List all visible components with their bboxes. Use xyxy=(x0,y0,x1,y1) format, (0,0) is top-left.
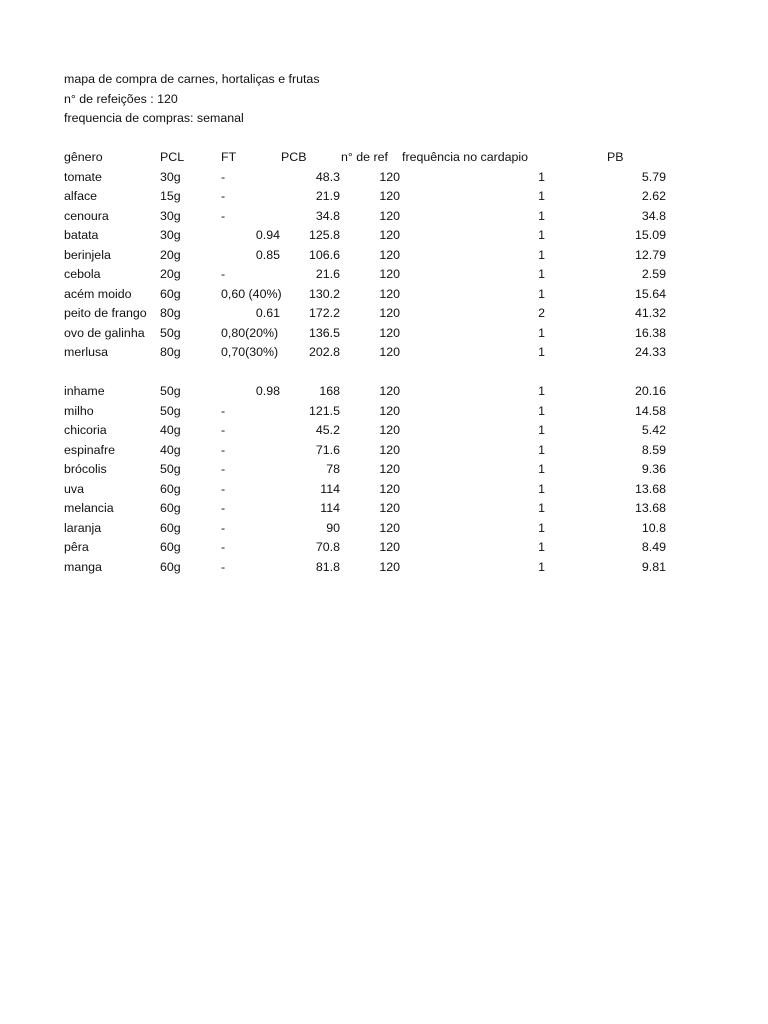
document-sheet xyxy=(64,70,744,577)
cell-nref: 120 xyxy=(379,247,400,262)
cell-genero: acém moido xyxy=(64,286,132,301)
table-row xyxy=(64,265,744,285)
cell-genero: tomate xyxy=(64,169,102,184)
cell-pcl: 20g xyxy=(160,247,181,262)
cell-pcl: 40g xyxy=(160,423,181,437)
cell-frequencia: 1 xyxy=(538,189,545,203)
cell-ft: - xyxy=(221,208,226,223)
table-row xyxy=(64,168,744,188)
cell-pb: 34.8 xyxy=(641,208,666,223)
cell-genero: cenoura xyxy=(64,208,109,223)
table-row xyxy=(64,285,744,305)
cell-genero: ovo de galinha xyxy=(64,325,145,340)
cell-genero: melancia xyxy=(64,501,114,515)
cell-pcb: 172.2 xyxy=(308,306,340,320)
cell-nref: 120 xyxy=(379,325,400,340)
cell-pb: 2.62 xyxy=(641,189,666,203)
cell-pb: 15.09 xyxy=(634,228,666,242)
col-header-pb: PB xyxy=(607,150,624,164)
cell-pcb: 45.2 xyxy=(315,423,340,437)
cell-pcb: 90 xyxy=(326,520,340,535)
cell-pcb: 21.6 xyxy=(315,267,340,281)
cell-pcl: 30g xyxy=(160,169,181,184)
purchase-frequency: frequencia de compras: semanal xyxy=(64,111,244,125)
cell-genero: cebola xyxy=(64,267,101,281)
cell-pb: 13.68 xyxy=(634,501,666,515)
cell-pb: 13.68 xyxy=(634,481,666,496)
cell-ft: - xyxy=(221,520,226,535)
cell-frequencia: 1 xyxy=(538,442,545,457)
cell-pb: 41.32 xyxy=(634,306,666,320)
table-row xyxy=(64,480,744,500)
cell-ft: 0.94 xyxy=(255,228,280,242)
cell-genero: inhame xyxy=(64,384,105,398)
cell-genero: uva xyxy=(64,481,84,496)
cell-genero: peito de frango xyxy=(64,306,147,320)
cell-genero: manga xyxy=(64,559,102,574)
table-row xyxy=(64,538,744,558)
cell-frequencia: 1 xyxy=(538,501,545,515)
cell-pb: 5.42 xyxy=(641,423,666,437)
cell-frequencia: 1 xyxy=(538,423,545,437)
cell-frequencia: 1 xyxy=(538,462,545,476)
table-row xyxy=(64,226,744,246)
cell-pcb: 125.8 xyxy=(308,228,340,242)
cell-frequencia: 1 xyxy=(538,384,545,398)
cell-ft: 0,60 (40%) xyxy=(221,286,282,301)
cell-pcb: 114 xyxy=(320,501,340,515)
table-group-2 xyxy=(64,382,744,577)
cell-nref: 120 xyxy=(379,306,400,320)
table-row xyxy=(64,421,744,441)
cell-frequencia: 1 xyxy=(538,481,545,496)
cell-nref: 120 xyxy=(379,267,400,281)
cell-pb: 12.79 xyxy=(634,247,666,262)
cell-nref: 120 xyxy=(379,208,400,223)
cell-pcb: 136.5 xyxy=(308,325,340,340)
cell-nref: 120 xyxy=(379,423,400,437)
cell-ft: - xyxy=(221,267,226,281)
cell-pb: 5.79 xyxy=(641,169,666,184)
cell-pcl: 60g xyxy=(160,520,181,535)
cell-pcl: 80g xyxy=(160,345,181,359)
cell-pcb: 202.8 xyxy=(308,345,340,359)
col-header-nref: n° de ref xyxy=(341,150,388,164)
cell-pcl: 50g xyxy=(160,462,181,476)
table-header-row xyxy=(64,148,744,168)
cell-genero: espinafre xyxy=(64,442,115,457)
cell-nref: 120 xyxy=(379,169,400,184)
cell-ft: - xyxy=(221,540,226,554)
cell-pb: 9.81 xyxy=(641,559,666,574)
table-row xyxy=(64,343,744,363)
cell-pcb: 78 xyxy=(326,462,340,476)
table-row xyxy=(64,402,744,422)
col-header-genero: gênero xyxy=(64,150,103,164)
meals-count: n° de refeições : 120 xyxy=(64,91,178,106)
cell-pcb: 114 xyxy=(320,481,340,496)
cell-nref: 120 xyxy=(379,228,400,242)
cell-pcb: 168 xyxy=(319,384,340,398)
cell-pcb: 48.3 xyxy=(315,169,340,184)
cell-pcl: 60g xyxy=(160,481,181,496)
cell-pb: 15.64 xyxy=(634,286,666,301)
cell-pb: 8.49 xyxy=(641,540,666,554)
cell-frequencia: 1 xyxy=(538,325,545,340)
cell-genero: batata xyxy=(64,228,99,242)
cell-ft: 0.98 xyxy=(255,384,280,398)
cell-nref: 120 xyxy=(379,286,400,301)
cell-ft: - xyxy=(221,559,226,574)
cell-pcb: 130.2 xyxy=(308,286,340,301)
cell-frequencia: 1 xyxy=(538,286,545,301)
cell-ft: - xyxy=(221,403,226,418)
table-row xyxy=(64,382,744,402)
cell-nref: 120 xyxy=(379,442,400,457)
cell-nref: 120 xyxy=(379,540,400,554)
col-header-frequencia: frequência no cardapio xyxy=(402,150,529,164)
cell-ft: - xyxy=(221,189,226,203)
group-spacer xyxy=(64,363,744,383)
cell-pcb: 34.8 xyxy=(315,208,340,223)
cell-ft: 0,70(30%) xyxy=(221,345,279,359)
cell-frequencia: 1 xyxy=(538,345,545,359)
cell-frequencia: 1 xyxy=(538,228,545,242)
col-header-ft: FT xyxy=(221,150,237,164)
cell-pcb: 121.5 xyxy=(308,403,340,418)
cell-nref: 120 xyxy=(379,189,400,203)
cell-frequencia: 1 xyxy=(538,403,545,418)
cell-pcb: 70.8 xyxy=(315,540,340,554)
cell-pb: 24.33 xyxy=(634,345,666,359)
cell-genero: pêra xyxy=(64,540,89,554)
cell-nref: 120 xyxy=(379,501,400,515)
cell-pb: 16.38 xyxy=(634,325,666,340)
cell-frequencia: 1 xyxy=(538,520,545,535)
table-row xyxy=(64,460,744,480)
table-row xyxy=(64,207,744,227)
cell-pcb: 71.6 xyxy=(315,442,340,457)
cell-ft: 0.61 xyxy=(255,306,280,320)
cell-pcl: 20g xyxy=(160,267,181,281)
cell-pb: 2.59 xyxy=(641,267,666,281)
cell-pcl: 60g xyxy=(160,501,181,515)
cell-ft: - xyxy=(221,501,226,515)
table-row xyxy=(64,304,744,324)
cell-nref: 120 xyxy=(379,481,400,496)
cell-ft: - xyxy=(221,442,226,457)
cell-pb: 20.16 xyxy=(634,384,666,398)
cell-pcb: 21.9 xyxy=(315,189,340,203)
cell-nref: 120 xyxy=(379,403,400,418)
table-row xyxy=(64,558,744,578)
cell-pb: 14.58 xyxy=(634,403,666,418)
cell-genero: berinjela xyxy=(64,247,111,262)
document-title: mapa de compra de carnes, hortaliças e frutas xyxy=(64,72,320,86)
table-group-1 xyxy=(64,168,744,363)
cell-nref: 120 xyxy=(379,384,400,398)
cell-ft: - xyxy=(221,423,226,437)
cell-pcl: 50g xyxy=(160,384,181,398)
cell-genero: brócolis xyxy=(64,462,107,476)
cell-nref: 120 xyxy=(379,462,400,476)
cell-genero: milho xyxy=(64,403,94,418)
cell-frequencia: 1 xyxy=(538,540,545,554)
cell-ft: 0,80(20%) xyxy=(221,325,279,340)
cell-pb: 10.8 xyxy=(641,520,666,535)
cell-pcb: 106.6 xyxy=(308,247,340,262)
cell-frequencia: 1 xyxy=(538,267,545,281)
cell-pcb: 81.8 xyxy=(315,559,340,574)
cell-genero: merlusa xyxy=(64,345,109,359)
cell-pcl: 60g xyxy=(160,286,181,301)
table-row xyxy=(64,324,744,344)
col-header-pcl: PCL xyxy=(160,150,185,164)
cell-frequencia: 1 xyxy=(538,247,545,262)
cell-nref: 120 xyxy=(379,345,400,359)
table-row xyxy=(64,499,744,519)
cell-nref: 120 xyxy=(379,559,400,574)
cell-ft: - xyxy=(221,462,226,476)
document-header xyxy=(64,70,744,129)
cell-genero: laranja xyxy=(64,520,102,535)
cell-frequencia: 1 xyxy=(538,169,545,184)
cell-pcl: 50g xyxy=(160,403,181,418)
col-header-pcb: PCB xyxy=(281,150,307,164)
cell-pcl: 30g xyxy=(160,228,181,242)
cell-nref: 120 xyxy=(379,520,400,535)
cell-ft: - xyxy=(221,169,226,184)
cell-pcl: 30g xyxy=(160,208,181,223)
cell-ft: - xyxy=(221,481,226,496)
cell-pcl: 50g xyxy=(160,325,181,340)
cell-genero: chicoria xyxy=(64,423,107,437)
cell-genero: alface xyxy=(64,189,98,203)
table-row xyxy=(64,246,744,266)
cell-ft: 0.85 xyxy=(255,247,280,262)
cell-pb: 9.36 xyxy=(641,462,666,476)
cell-pb: 8.59 xyxy=(641,442,666,457)
table-row xyxy=(64,519,744,539)
cell-pcl: 15g xyxy=(160,189,181,203)
table-row xyxy=(64,187,744,207)
cell-frequencia: 1 xyxy=(538,208,545,223)
cell-pcl: 60g xyxy=(160,559,181,574)
cell-frequencia: 1 xyxy=(538,559,545,574)
cell-pcl: 40g xyxy=(160,442,181,457)
cell-frequencia: 2 xyxy=(538,306,545,320)
table-row xyxy=(64,441,744,461)
cell-pcl: 60g xyxy=(160,540,181,554)
cell-pcl: 80g xyxy=(160,306,181,320)
